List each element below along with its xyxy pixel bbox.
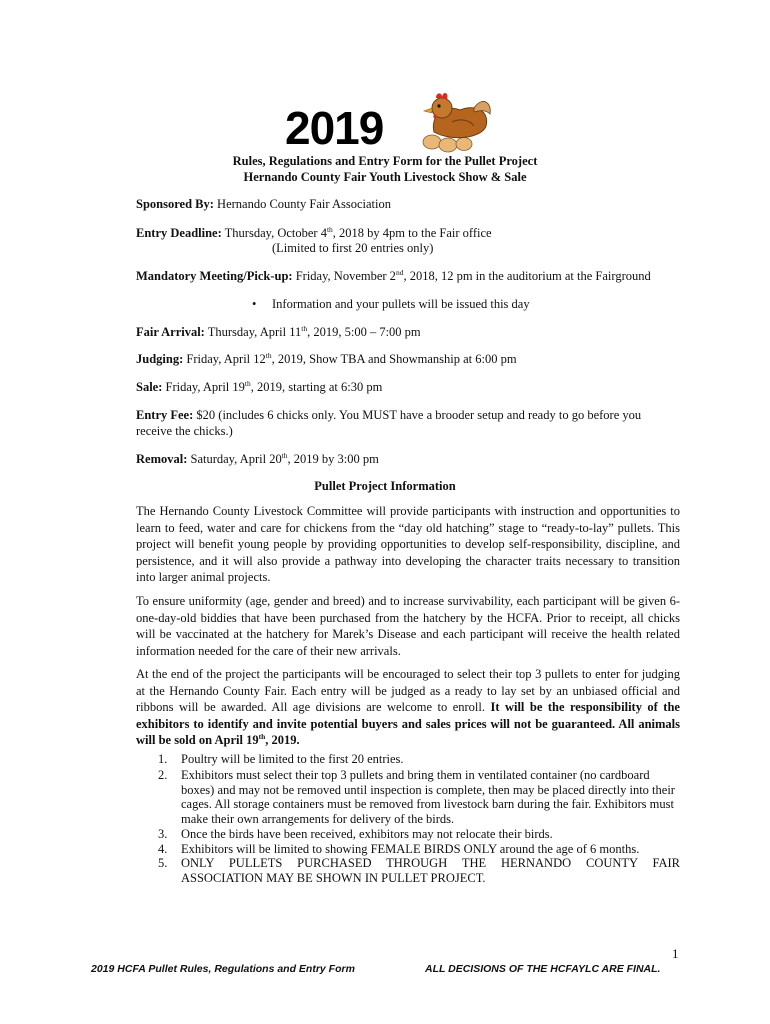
judging-sup: th <box>265 351 272 360</box>
rule-text: Exhibitors will be limited to showing FEMALE BIRDS ONLY around the age of 6 months. <box>181 842 640 856</box>
meeting-value-rest: , 2018, 12 pm in the auditorium at the Fairground <box>403 269 651 283</box>
removal-label: Removal: <box>136 452 188 466</box>
sale-label: Sale: <box>136 380 163 394</box>
arrival-line <box>136 324 421 340</box>
deadline-sup: th <box>326 225 333 234</box>
info-paragraph-3-bold-end: , 2019. <box>265 733 300 747</box>
meeting-bullet <box>252 296 530 312</box>
rule-number: 5. <box>158 856 168 870</box>
sale-value-rest: , 2019, starting at 6:30 pm <box>250 380 383 394</box>
hen-icon <box>412 88 496 154</box>
info-paragraph-2: To ensure uniformity (age, gender and breed) and to increase survivability, each participant will be given 6-one-day-old biddies that have been purchased from the hatchery by the HCFA. Prior to receipt, all chicks will be vaccinated at the hatchery for Marek’s Disease and each participant will receive the health related information needed for the care of their new arrivals. <box>136 594 680 658</box>
rule-text: Poultry will be limited to the first 20 entries. <box>181 752 404 766</box>
removal-sup: th <box>281 451 288 460</box>
meeting-sup: nd <box>395 268 404 277</box>
title-line-1: Rules, Regulations and Entry Form for the Pullet Project <box>232 154 538 168</box>
fee-line <box>136 407 641 423</box>
info-paragraph-3-sup: th <box>258 732 266 741</box>
sponsored-value: Hernando County Fair Association <box>213 197 391 211</box>
sale-value: Friday, April 19 <box>162 380 245 394</box>
sale-sup: th <box>244 379 251 388</box>
info-paragraph-3 <box>136 666 680 749</box>
judging-value-rest: , 2019, Show TBA and Showmanship at 6:00 pm <box>271 352 517 366</box>
deadline-value: Thursday, October 4 <box>221 226 327 240</box>
fee-line-2: receive the chicks.) <box>136 424 233 438</box>
rule-number: 1. <box>158 752 168 766</box>
removal-value-rest: , 2019 by 3:00 pm <box>287 452 379 466</box>
deadline-note: (Limited to first 20 entries only) <box>272 241 434 255</box>
meeting-label: Mandatory Meeting/Pick-up: <box>136 269 293 283</box>
meeting-bullet-text: Information and your pullets will be issued this day <box>272 297 530 311</box>
judging-line <box>136 351 517 367</box>
removal-value: Saturday, April 20 <box>187 452 282 466</box>
rule-number: 2. <box>158 768 168 782</box>
rules-list <box>0 752 770 902</box>
info-paragraph-3-text: At the end of the project the participants will be encouraged to select their top 3 pullets to enter for judging at the Hernando County Fair. Each entry will be judged as a ready to lay set by an unbiased official and ribbons will be awarded. All age divisions are welcome to enroll. <box>136 667 680 714</box>
rule-text: ONLY PULLETS PURCHASED THROUGH THE HERNANDO COUNTY FAIR ASSOCIATION MAY BE SHOWN IN PULLET PROJECT. <box>181 856 680 885</box>
rule-number: 3. <box>158 827 168 841</box>
rule-text: Exhibitors must select their top 3 pullets and bring them in ventilated container (no cardboard boxes) and may not be removed until inspection is complete, then may be placed directly into their cages. All storage containers must be removed from livestock barn during the fair. Exhibitors must make their own arrangements for delivery of the birds. <box>181 768 675 826</box>
sponsored-label: Sponsored By: <box>136 197 214 211</box>
logo-year: 2019 <box>285 102 384 154</box>
footer-right: ALL DECISIONS OF THE HCFAYLC ARE FINAL. <box>425 963 661 975</box>
arrival-label: Fair Arrival: <box>136 325 205 339</box>
sale-line <box>136 379 382 395</box>
title-line-2: Hernando County Fair Youth Livestock Show & Sale <box>243 170 527 184</box>
bullet-icon: • <box>252 297 257 311</box>
sponsored-line <box>136 196 391 212</box>
arrival-value-rest: , 2019, 5:00 – 7:00 pm <box>307 325 421 339</box>
meeting-line <box>136 268 651 284</box>
judging-value: Friday, April 12 <box>183 352 266 366</box>
footer-left: 2019 HCFA Pullet Rules, Regulations and Entry Form <box>91 963 355 975</box>
info-paragraph-1: The Hernando County Livestock Committee will provide participants with instruction and opportunities to learn to feed, water and care for chickens from the “day old hatching” stage to “ready-to-lay” pullets. This project will benefit young people by providing opportunities to develop self-responsibility, discipline, and persistence, and it will also provide a pathway into developing the character traits necessary to transition into larger animal projects. <box>136 504 680 584</box>
arrival-sup: th <box>301 324 308 333</box>
deadline-label: Entry Deadline: <box>136 226 222 240</box>
fee-label: Entry Fee: <box>136 408 194 422</box>
meeting-value: Friday, November 2 <box>292 269 396 283</box>
arrival-value: Thursday, April 11 <box>204 325 302 339</box>
page-number: 1 <box>672 946 679 961</box>
rule-number: 4. <box>158 842 168 856</box>
deadline-value-rest: , 2018 by 4pm to the Fair office <box>332 226 492 240</box>
removal-line <box>136 451 379 467</box>
judging-label: Judging: <box>136 352 184 366</box>
info-heading: Pullet Project Information <box>314 479 456 493</box>
info-paragraph-3-bold: It will be the responsibility of the exhibitors to identify and invite potential buyers and sales prices will not be guaranteed. All animals will be sold on April 19 <box>136 700 680 747</box>
deadline-line <box>136 225 492 241</box>
rule-text: Once the birds have been received, exhibitors may not relocate their birds. <box>181 827 553 841</box>
fee-value: $20 (includes 6 chicks only. You MUST have a brooder setup and ready to go before you <box>193 408 642 422</box>
